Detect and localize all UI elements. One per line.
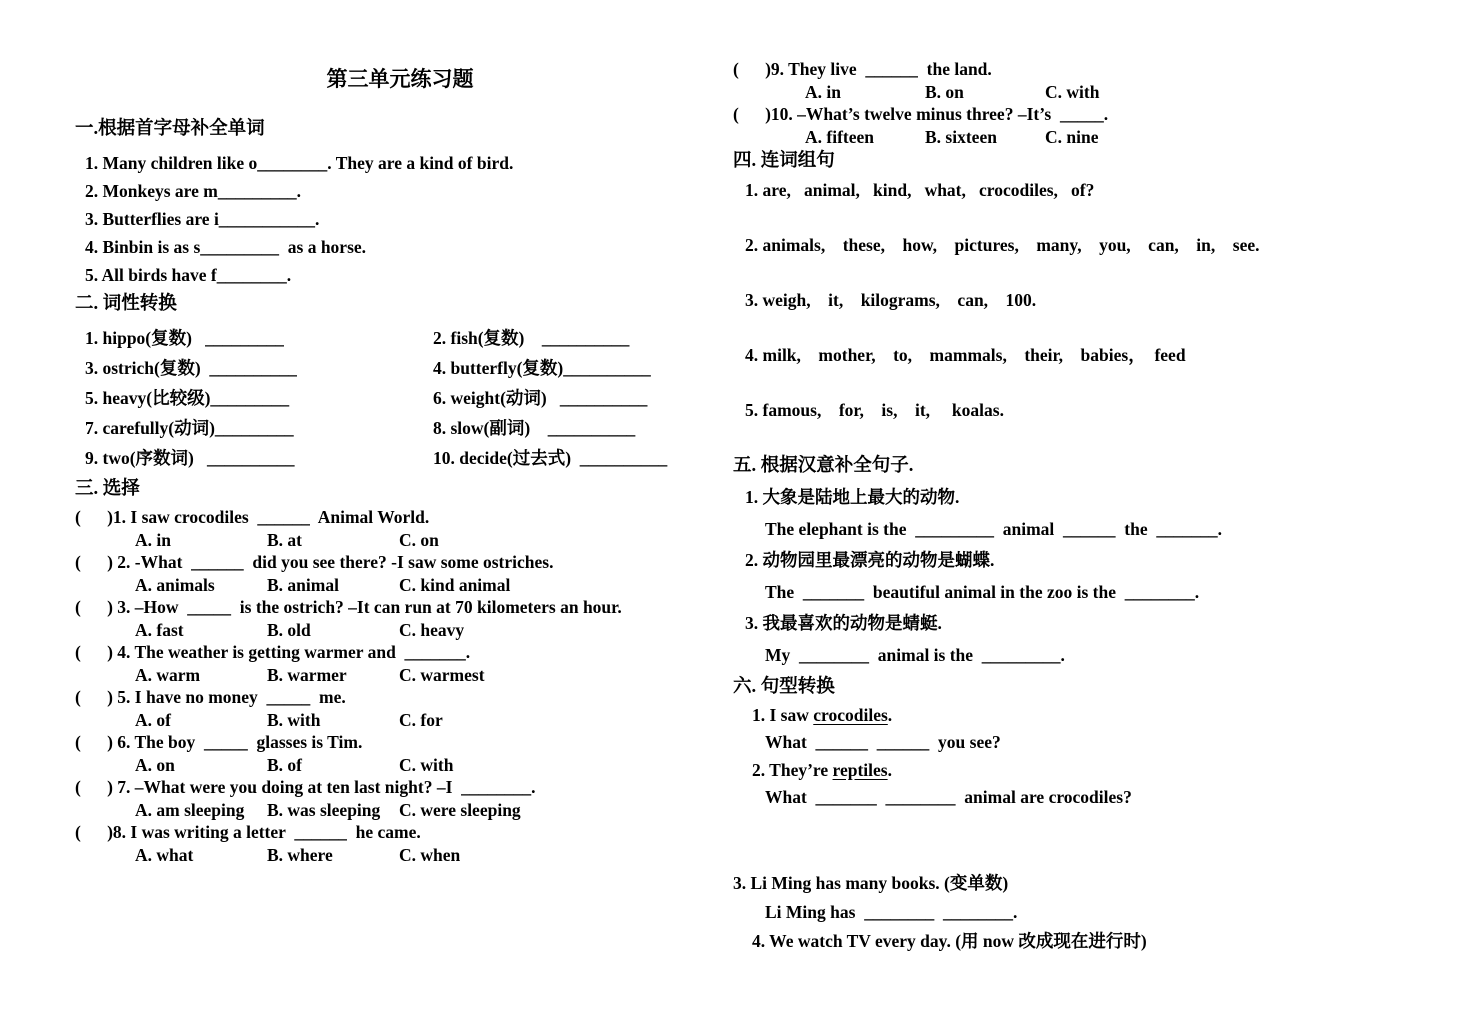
option-a: A. in bbox=[135, 529, 171, 550]
option-c: C. were sleeping bbox=[399, 799, 521, 820]
option-a: A. what bbox=[135, 844, 194, 865]
wordform-cell: 1. hippo(复数) _________ bbox=[85, 328, 284, 348]
question-stem: ( )9. They live ______ the land. bbox=[733, 59, 992, 79]
choice-question bbox=[75, 596, 725, 641]
sec4-item: 3. weigh, it, kilograms, can, 100. bbox=[745, 290, 1037, 310]
choice-question bbox=[75, 776, 725, 821]
sec5-english: The elephant is the _________ animal ______ the _______. bbox=[765, 519, 1222, 539]
sec6-sentence: 3. Li Ming has many books. (变单数) bbox=[733, 873, 1009, 893]
question-options bbox=[75, 664, 725, 687]
sec1-item: 4. Binbin is as s_________ as a horse. bbox=[85, 237, 367, 257]
question-options bbox=[75, 844, 725, 867]
choice-question bbox=[75, 551, 725, 596]
option-c: C. with bbox=[1045, 81, 1100, 102]
option-b: B. on bbox=[925, 81, 964, 102]
left-column bbox=[75, 66, 725, 866]
question-stem: ( ) 5. I have no money _____ me. bbox=[75, 687, 346, 707]
choice-question bbox=[75, 641, 725, 686]
wordform-row bbox=[75, 328, 725, 349]
wordform-row bbox=[75, 448, 725, 469]
sec5-english: My ________ animal is the _________. bbox=[765, 645, 1065, 665]
wordform-row bbox=[75, 418, 725, 439]
question-stem: ( )10. –What’s twelve minus three? –It’s _____. bbox=[733, 104, 1109, 124]
wordform-cell: 5. heavy(比较级)_________ bbox=[85, 388, 290, 408]
sec6-sentence: 4. We watch TV every day. (用 now 改成现在进行时) bbox=[752, 931, 1147, 951]
sentence-post: . bbox=[887, 760, 892, 780]
wordform-cell: 9. two(序数词) __________ bbox=[85, 448, 295, 468]
sec4-item: 5. famous, for, is, it, koalas. bbox=[745, 400, 1004, 420]
choice-question bbox=[733, 58, 1448, 103]
option-c: C. when bbox=[399, 844, 461, 865]
sec6-sentence bbox=[733, 705, 1448, 726]
question-options bbox=[75, 754, 725, 777]
question-options bbox=[75, 529, 725, 552]
sec6-answer: What _______ ________ animal are crocodiles? bbox=[765, 787, 1132, 807]
question-options bbox=[733, 126, 1448, 149]
underlined-word: reptiles bbox=[832, 760, 888, 780]
question-stem: ( ) 7. –What were you doing at ten last night? –I ________. bbox=[75, 777, 536, 797]
option-a: A. in bbox=[805, 81, 841, 102]
section-6-heading: 六. 句型转换 bbox=[733, 677, 835, 697]
sec1-item: 3. Butterflies are i___________. bbox=[85, 209, 320, 229]
option-a: A. of bbox=[135, 709, 171, 730]
sec5-chinese: 3. 我最喜欢的动物是蜻蜓. bbox=[745, 613, 942, 633]
wordform-cell: 7. carefully(动词)_________ bbox=[85, 418, 294, 438]
wordform-cell: 2. fish(复数) __________ bbox=[433, 328, 630, 348]
wordform-cell: 4. butterfly(复数)__________ bbox=[433, 358, 651, 378]
section-1-heading: 一.根据首字母补全单词 bbox=[75, 119, 265, 139]
option-a: A. animals bbox=[135, 574, 215, 595]
choice-question bbox=[75, 686, 725, 731]
option-a: A. fifteen bbox=[805, 126, 875, 147]
wordform-row bbox=[75, 388, 725, 409]
question-stem: ( ) 3. –How _____ is the ostrich? –It can run at 70 kilometers an hour. bbox=[75, 597, 622, 617]
option-c: C. with bbox=[399, 754, 454, 775]
option-b: B. animal bbox=[267, 574, 339, 595]
worksheet-title: 第三单元练习题 bbox=[326, 67, 474, 91]
wordform-cell: 6. weight(动词) __________ bbox=[433, 388, 648, 408]
section-4-heading: 四. 连词组句 bbox=[733, 151, 835, 171]
question-options bbox=[75, 619, 725, 642]
option-b: B. was sleeping bbox=[267, 799, 381, 820]
wordform-row bbox=[75, 358, 725, 379]
sec1-item: 2. Monkeys are m_________. bbox=[85, 181, 301, 201]
option-c: C. for bbox=[399, 709, 443, 730]
choice-question bbox=[733, 103, 1448, 148]
option-b: B. old bbox=[267, 619, 311, 640]
underlined-word: crocodiles bbox=[813, 705, 888, 725]
sec1-item: 1. Many children like o________. They are a kind of bird. bbox=[85, 153, 514, 173]
question-stem: ( ) 6. The boy _____ glasses is Tim. bbox=[75, 732, 363, 752]
option-c: C. warmest bbox=[399, 664, 485, 685]
option-a: A. warm bbox=[135, 664, 201, 685]
sentence-post: . bbox=[887, 705, 893, 725]
question-options bbox=[75, 799, 725, 822]
sec6-answer: Li Ming has ________ ________. bbox=[765, 902, 1018, 922]
wordform-cell: 10. decide(过去式) __________ bbox=[433, 448, 668, 468]
question-options bbox=[75, 574, 725, 597]
option-b: B. with bbox=[267, 709, 321, 730]
option-a: A. on bbox=[135, 754, 175, 775]
option-c: C. on bbox=[399, 529, 439, 550]
question-stem: ( ) 2. -What ______ did you see there? -I saw some ostriches. bbox=[75, 552, 554, 572]
wordform-cell: 8. slow(副词) __________ bbox=[433, 418, 636, 438]
option-c: C. nine bbox=[1045, 126, 1099, 147]
writing-space bbox=[733, 815, 1448, 873]
choice-question bbox=[75, 821, 725, 866]
sec4-item: 2. animals, these, how, pictures, many, you, can, in, see. bbox=[745, 235, 1260, 255]
option-b: B. of bbox=[267, 754, 302, 775]
sec5-chinese: 2. 动物园里最漂亮的动物是蝴蝶. bbox=[745, 550, 995, 570]
sentence-pre: 1. I saw bbox=[752, 705, 814, 725]
sec1-item: 5. All birds have f________. bbox=[85, 265, 292, 285]
question-stem: ( ) 4. The weather is getting warmer and _______. bbox=[75, 642, 471, 662]
option-c: C. heavy bbox=[399, 619, 465, 640]
option-b: B. sixteen bbox=[925, 126, 997, 147]
section-3-heading: 三. 选择 bbox=[75, 479, 140, 499]
sec5-english: The _______ beautiful animal in the zoo is the ________. bbox=[765, 582, 1200, 602]
option-a: A. fast bbox=[135, 619, 184, 640]
sec6-sentence bbox=[733, 760, 1448, 781]
sec5-chinese: 1. 大象是陆地上最大的动物. bbox=[745, 487, 960, 507]
choice-question bbox=[75, 731, 725, 776]
sentence-pre: 2. They’re bbox=[752, 760, 833, 780]
option-b: B. at bbox=[267, 529, 302, 550]
question-stem: ( )8. I was writing a letter ______ he came. bbox=[75, 822, 421, 842]
wordform-cell: 3. ostrich(复数) __________ bbox=[85, 358, 297, 378]
section-5-heading: 五. 根据汉意补全句子. bbox=[733, 456, 914, 476]
sec4-item: 4. milk, mother, to, mammals, their, babies， feed bbox=[745, 345, 1186, 365]
sec6-answer: What ______ ______ you see? bbox=[765, 732, 1001, 752]
option-b: B. warmer bbox=[267, 664, 347, 685]
sec4-item: 1. are, animal, kind, what, crocodiles, of? bbox=[745, 180, 1095, 200]
question-stem: ( )1. I saw crocodiles ______ Animal World. bbox=[75, 507, 430, 527]
option-a: A. am sleeping bbox=[135, 799, 245, 820]
section-2-heading: 二. 词性转换 bbox=[75, 294, 177, 314]
option-c: C. kind animal bbox=[399, 574, 511, 595]
question-options bbox=[75, 709, 725, 732]
option-b: B. where bbox=[267, 844, 333, 865]
right-column bbox=[733, 58, 1448, 958]
choice-question bbox=[75, 506, 725, 551]
question-options bbox=[733, 81, 1448, 104]
